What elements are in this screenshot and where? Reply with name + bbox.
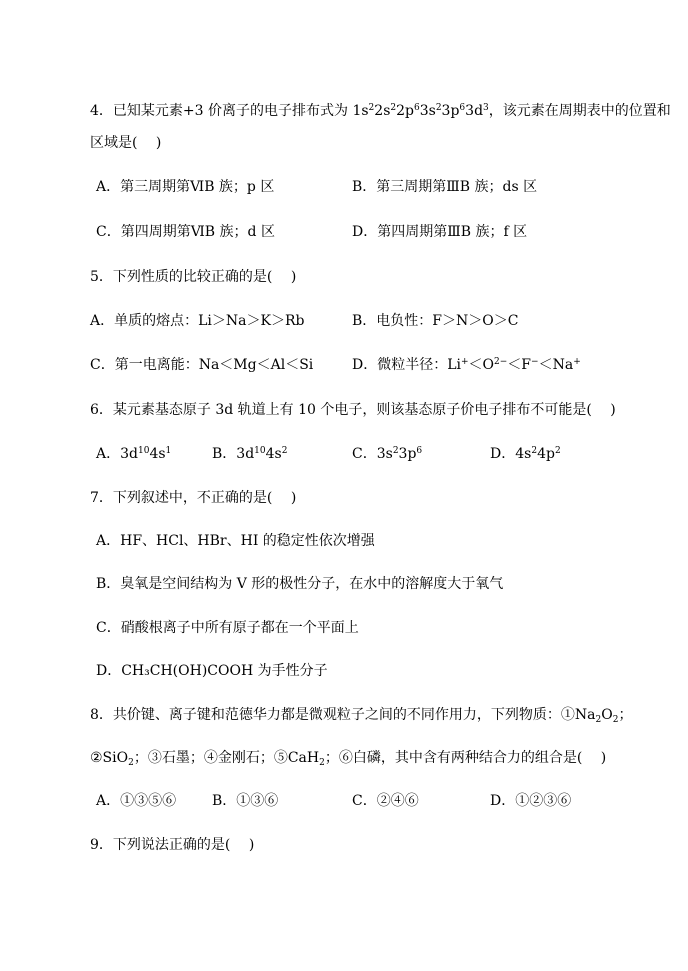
q8-option-c: C．②④⑥ xyxy=(352,793,419,809)
q6-option-b: B．$3d^{10}4s^2$ xyxy=(212,446,288,462)
q6-option-d: D．$4s^24p^2$ xyxy=(490,446,561,462)
q8-option-b: B．①③⑥ xyxy=(212,793,279,809)
q8-stem-line2: ②SiO$_2$；③石墨；④金刚石；⑤CaH$_2$；⑥白磷，其中含有两种结合力的组合是( ) xyxy=(90,750,607,768)
q6-option-a: A．$3d^{10}4s^1$ xyxy=(96,446,172,462)
q5-option-d: D．微粒半径：$Li^+<O^{2-}<F^-<Na^+$ xyxy=(352,357,581,373)
q7-option-b: B．臭氧是空间结构为 V 形的极性分子，在水中的溶解度大于氧气 xyxy=(96,576,504,592)
q5-stem: 5．下列性质的比较正确的是( ) xyxy=(90,269,297,285)
q8-option-d: D．①②③⑥ xyxy=(490,793,572,809)
q4-option-a: A．第三周期第ⅥB 族；p 区 xyxy=(96,179,275,195)
q4-option-c: C．第四周期第ⅥB 族；d 区 xyxy=(96,224,275,240)
q4-stem-line1: 4．已知某元素+3 价离子的电子排布式为 $1s^22s^22p^63s^23p^63d^3$，该元素在周期表中的位置和 xyxy=(90,103,671,119)
q4-option-d: D．第四周期第ⅢB 族；f 区 xyxy=(352,224,528,240)
q4-stem-line2: 区域是( ) xyxy=(90,135,162,151)
q5-option-a: A．单质的熔点：Li＞Na＞K＞Rb xyxy=(90,313,305,329)
q8-stem-line1: 8．共价键、离子键和范德华力都是微观粒子之间的不同作用力，下列物质：$①Na_2O_2$； xyxy=(90,707,633,725)
q9-stem: 9．下列说法正确的是( ) xyxy=(90,837,255,853)
q6-option-c: C．$3s^23p^6$ xyxy=(352,446,423,462)
q5-option-b: B．电负性：F＞N＞O＞C xyxy=(352,313,519,329)
q7-stem: 7．下列叙述中，不正确的是( ) xyxy=(90,490,297,506)
q7-option-d: D．CH₃CH(OH)COOH 为手性分子 xyxy=(96,663,328,679)
q7-option-c: C．硝酸根离子中所有原子都在一个平面上 xyxy=(96,620,359,636)
q8-option-a: A．①③⑤⑥ xyxy=(96,793,177,809)
q6-stem: 6．某元素基态原子 3d 轨道上有 10 个电子，则该基态原子价电子排布不可能是( ) xyxy=(90,402,616,418)
q4-option-b: B．第三周期第ⅢB 族；ds 区 xyxy=(352,179,538,195)
q5-option-c: C．第一电离能：Na＜Mg＜Al＜Si xyxy=(90,357,314,373)
q7-option-a: A．HF、HCl、HBr、HI 的稳定性依次增强 xyxy=(96,533,375,549)
